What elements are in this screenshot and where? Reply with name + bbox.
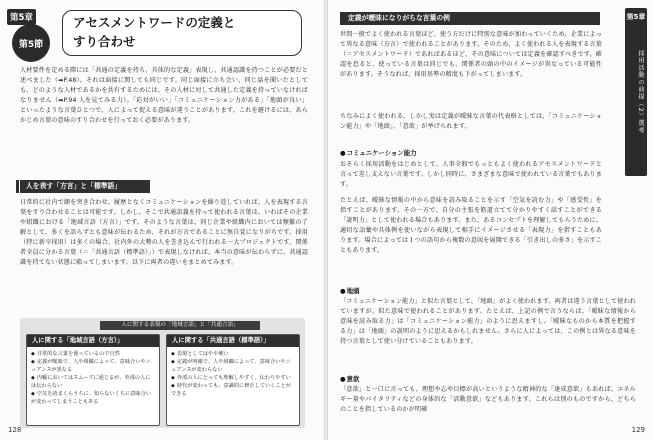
side-tab-label: 採用活動の前提（2）選考 [637, 50, 644, 135]
list-item: ◆ 表現としてはやや硬い [171, 350, 295, 358]
paragraph-6: 「意欲」と一口に言っても、理想や志や目標が高いというような精神的な「達成意欲」もあれば、エネルギー量やバイタリティなどの身体的な「活動意欲」などもあります。これらは別のものですから、どちらのことを指しているのかが明確 [340, 386, 636, 413]
common-language-title: 人に関する「共通言語（標準語）」 [167, 335, 299, 347]
side-tab-chapter: 第5章 [626, 13, 646, 21]
left-page [0, 0, 324, 440]
page-title [62, 10, 302, 56]
list-item: ◆ 外部の人にとっても理解しやすく、伝わりやすい [171, 374, 295, 382]
paragraph-3: おそらく採用活動をはじめとして、人事全般でもっともよく使われるアセスメントワードと言って差し支えない言葉です。しかし同時に、さまざまな意味で使われている言葉でもあります。 [340, 161, 602, 188]
paragraph-2: ちなみによく使われる、しかし実は定義が曖昧な言葉の代表格としては、「コミュニケーション能力」や「地頭」、「意欲」が挙げられます。 [340, 113, 602, 130]
title-line-2: すり合わせ [73, 34, 136, 49]
list-item: ◆ 内輪においてはスムーズに通じるが、外部の人には伝わらない [31, 374, 155, 390]
common-language-list [167, 350, 299, 398]
body-paragraph: 日常的に社内で顔を突き合わせ、履歴となくコミュニケーションを繰り返していれば、人を表現する言葉をすり合わせることは可能です。しかし、そこで共通語義を持って使われる言葉は、いわばその企業や組織における「地域言語（方言）」です。そのような言葉は、同じ企業や組織内においては頻繁の了解として、多くを語らずとも意味が伝わるため、それが方言であることに無自覚になりがちです。採用（特に新卒採用）は多くの場合、社内外の大勢の人を巻き込んで行われる一大プロジェクトです。関係者全員に分かる言葉（＝「共通言語（標準語）」）で表現しなければ、本当の意味が伝わらずに、共通認識を持てない状態に陥ってしまいます。以下に両者の違いをまとめてみます。 [20, 199, 308, 266]
section-badge: 第5節 [12, 24, 50, 62]
common-language-box [166, 334, 300, 426]
section-heading: 人を表す「方言」と「標準語」 [20, 180, 150, 193]
right-page [328, 0, 653, 440]
regional-language-box [26, 334, 160, 426]
list-item: ◆ 時代が変わっても、意識的に修正していくことができる [171, 382, 295, 398]
list-item: ◆ 定義が曖昧で、人や組織によって、意味合いやニュアンスが異なる [31, 358, 155, 374]
list-item: ◆ 日常的な言葉を使っているので自然 [31, 350, 155, 358]
subheading-jiatama: ● 地頭 [340, 286, 359, 295]
figure-caption: 人に関する表現の「地域言語」と「共通言語」 [100, 321, 260, 330]
paragraph-5: 「コミュニケーション能力」と似た言葉として、「地頭」がよく使われます。両者は違う言葉として使われていますが、似た意味で使われることがあります。たとえば、上記の例で言うならば、「曖昧な情報から意味を読み取る力」は「コミュニケーション能力」のように思えますし、「曖昧なものから本質を把握する力」は「地頭」の説明のように思えるかもしれません。さらに人によっては、この例とは異なる意味を持つ言葉として使い分けていることもあります。 [340, 298, 636, 345]
comparison-figure [20, 318, 305, 428]
title-line-1: アセスメントワードの定義と [73, 15, 236, 30]
regional-language-title: 人に関する「地域言語（方言）」 [27, 335, 159, 347]
intro-paragraph: 人材要件を定める際には「共通の定義を持ち、具体的な定義」表現し、共通認識を持つことが必要だと述べました（➡P.48）。それは面接に関しても同じです。同じ面接に立ち会い、同じ話を聞いたとしても、どのような人材であるかを共有するためには、その人材に対して共通した定義を持っていなければなりません（➡P.94 人を見てみる力）。「応対がいい」「コミュニケーション力がある」「地頭が良い」といったような言葉ひとつで、人によって捉える意味が違うことがあります。これを避けるには、あらかじめ言葉の意味のすり合わせを行っておく必要があります。 [20, 67, 308, 124]
page-number-left: 128 [8, 426, 22, 434]
list-item: ◆ 空気を読まくらうちに、知らないくちに意味合いが変わってしまうこともある [31, 390, 155, 406]
regional-language-list [27, 350, 159, 406]
right-heading: 定義が曖昧になりがちな言葉の例 [340, 12, 600, 25]
list-item: ◆ 定義が明確で、人や組織によって、意味合いやニュアンスが変わらない [171, 358, 295, 374]
chapter-badge: 第5章 [7, 9, 36, 25]
page-number-right: 129 [631, 426, 645, 434]
subheading-communication: ● コミュニケーション能力 [340, 148, 417, 157]
subheading-motivation: ● 意欲 [340, 374, 359, 383]
paragraph-4: たとえば、曖昧な情報の中から意味を読み取ることを示す「空気を読む力」や「感受性」を指すことがあります。その一方で、自分の主張を筋道立てて分かりやすく話すことができる「説明力」として使われる場合もあります。また、あるコンセプトを理解してもらうために、適切な語彙や具体例を使いながら表現して相手にイメージさせる「表現力」を指すこともあります。場合によっては１つの語句から複数の意図を展開できる「引き出しの多さ」を示すこともあります。 [340, 197, 602, 254]
paragraph-1: 世間一般でよく使われる言葉ほど、使う方だけに特別な意味が加わっていくため、企業によって異なる意味（方言）で使われることがあります。そのため、よく使われる人を表現する言葉（＝アセスメントワード）であればあるほど、その意味については定義を確認すべきです。確認を怠ると、使っている言葉は同じでも、関係者の頭の中のイメージが異なっている可能性があります。そうなれば、採用基準の精度も下がってしまいます。 [340, 31, 602, 78]
